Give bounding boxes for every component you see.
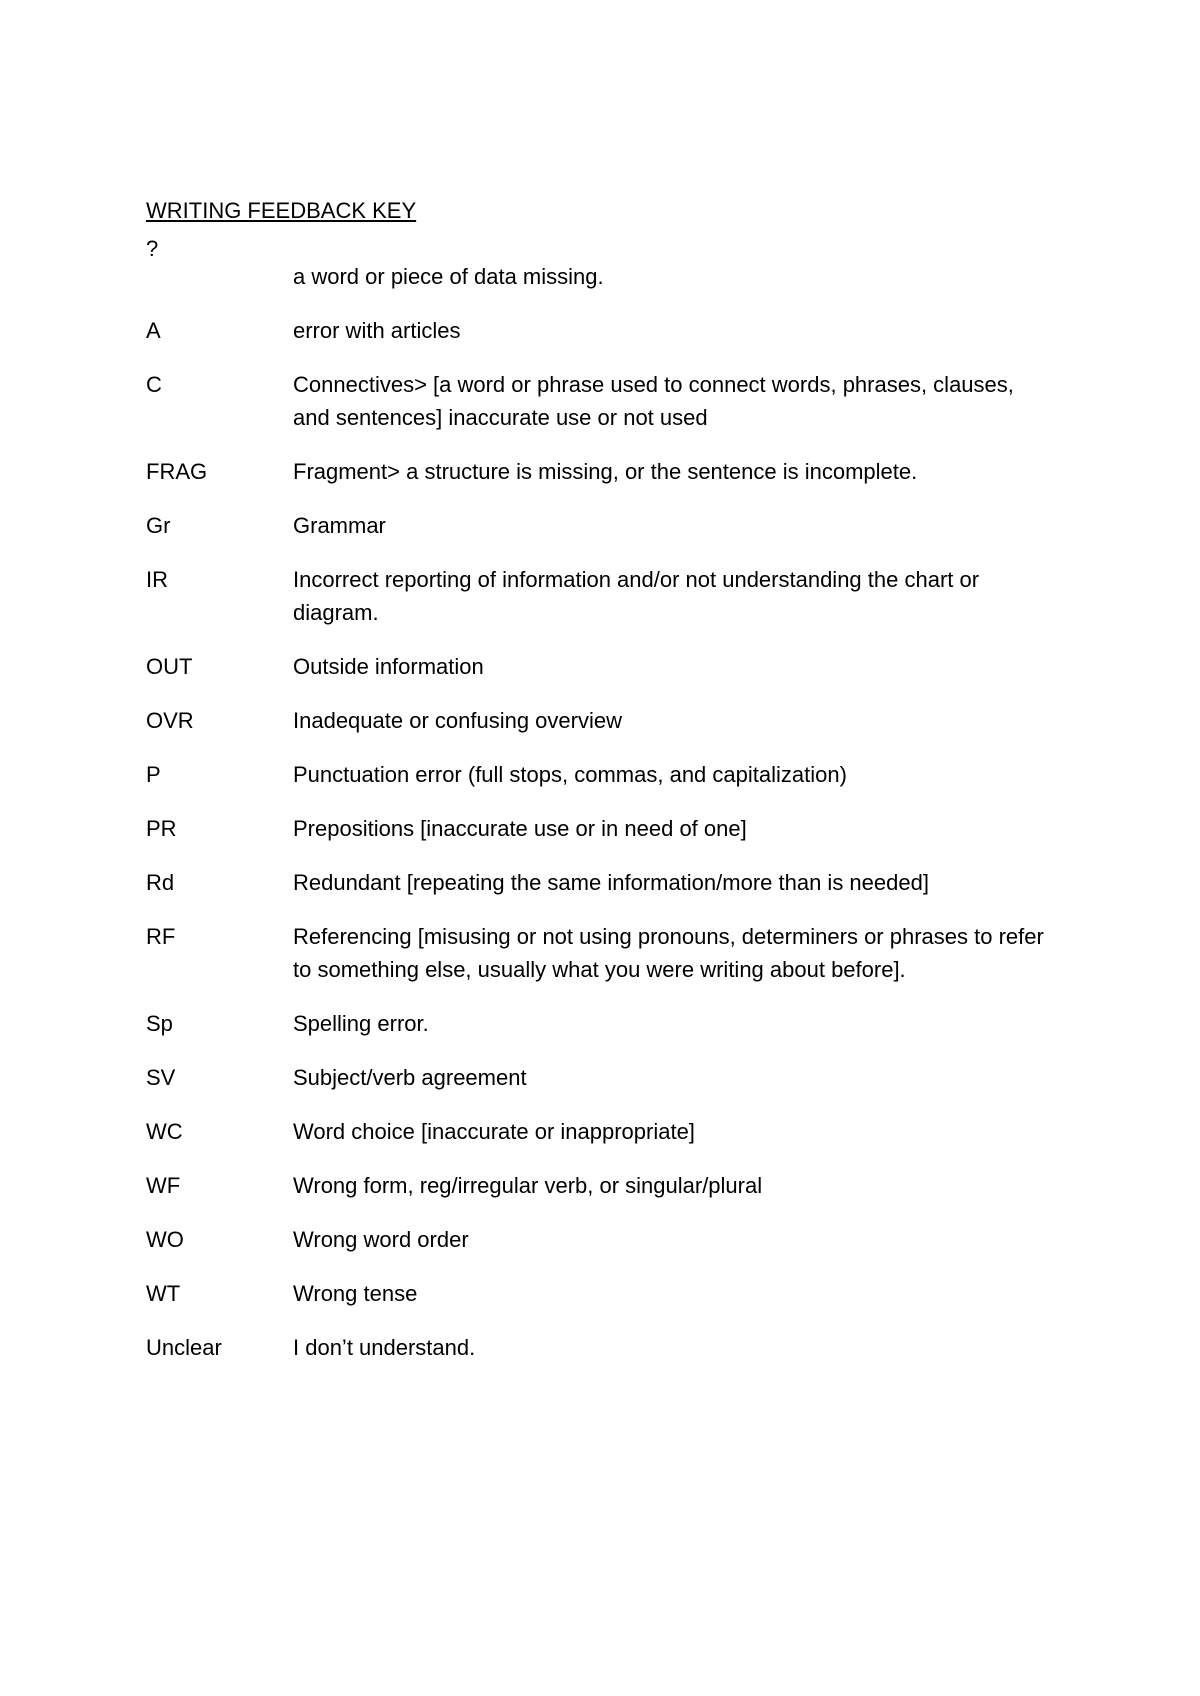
key-description: a word or piece of data missing. <box>293 264 604 289</box>
key-description: Redundant [repeating the same information/more than is needed] <box>293 870 929 895</box>
feedback-key-list <box>146 236 1046 1364</box>
key-description: Inadequate or confusing overview <box>293 708 622 733</box>
key-code: OVR <box>146 708 194 733</box>
key-row <box>146 236 1046 293</box>
key-code: Gr <box>146 513 171 538</box>
key-description: Punctuation error (full stops, commas, and capitalization) <box>293 762 847 787</box>
key-row <box>146 650 1046 683</box>
key-description: Wrong form, reg/irregular verb, or singular/plural <box>293 1173 763 1198</box>
key-row <box>146 920 1046 986</box>
key-description: error with articles <box>293 318 461 343</box>
key-code: OUT <box>146 654 193 679</box>
key-code: WF <box>146 1173 181 1198</box>
key-description: Connectives> [a word or phrase used to connect words, phrases, clauses, and sentences] inaccurate use or not used <box>293 372 1014 430</box>
key-row <box>146 704 1046 737</box>
key-row <box>146 1115 1046 1148</box>
key-code: PR <box>146 816 177 841</box>
key-description: Prepositions [inaccurate use or in need of one] <box>293 816 747 841</box>
key-description: Incorrect reporting of information and/or not understanding the chart or diagram. <box>293 567 980 625</box>
key-description: Spelling error. <box>293 1011 429 1036</box>
key-row <box>146 314 1046 347</box>
key-row <box>146 812 1046 845</box>
key-row <box>146 1331 1046 1364</box>
document-page <box>146 196 1046 1385</box>
key-description: I don’t understand. <box>293 1335 476 1360</box>
key-row <box>146 563 1046 629</box>
key-description: Referencing [misusing or not using pronouns, determiners or phrases to refer to something else, usually what you were writing about before]. <box>293 924 1044 982</box>
key-code: Sp <box>146 1011 173 1036</box>
key-code: RF <box>146 924 176 949</box>
key-description: Grammar <box>293 513 386 538</box>
key-row <box>146 1223 1046 1256</box>
key-row <box>146 1169 1046 1202</box>
key-row <box>146 509 1046 542</box>
key-code: FRAG <box>146 459 208 484</box>
key-code: WC <box>146 1119 183 1144</box>
key-code: Rd <box>146 870 175 895</box>
key-code: IR <box>146 567 168 592</box>
key-code: SV <box>146 1065 176 1090</box>
key-code: C <box>146 372 162 397</box>
key-row <box>146 866 1046 899</box>
key-code: Unclear <box>146 1335 222 1360</box>
key-description: Subject/verb agreement <box>293 1065 527 1090</box>
key-description: Word choice [inaccurate or inappropriate] <box>293 1119 695 1144</box>
key-code: ? <box>146 236 159 261</box>
key-code: P <box>146 762 161 787</box>
key-code: WO <box>146 1227 184 1252</box>
key-description: Fragment> a structure is missing, or the sentence is incomplete. <box>293 459 918 484</box>
key-row <box>146 1277 1046 1310</box>
key-description: Outside information <box>293 654 484 679</box>
key-row <box>146 758 1046 791</box>
key-row <box>146 455 1046 488</box>
key-code: WT <box>146 1281 181 1306</box>
key-description: Wrong word order <box>293 1227 469 1252</box>
key-row <box>146 368 1046 434</box>
document-title: WRITING FEEDBACK KEY <box>146 198 417 223</box>
key-row <box>146 1007 1046 1040</box>
key-code: A <box>146 318 161 343</box>
key-row <box>146 1061 1046 1094</box>
key-description: Wrong tense <box>293 1281 418 1306</box>
